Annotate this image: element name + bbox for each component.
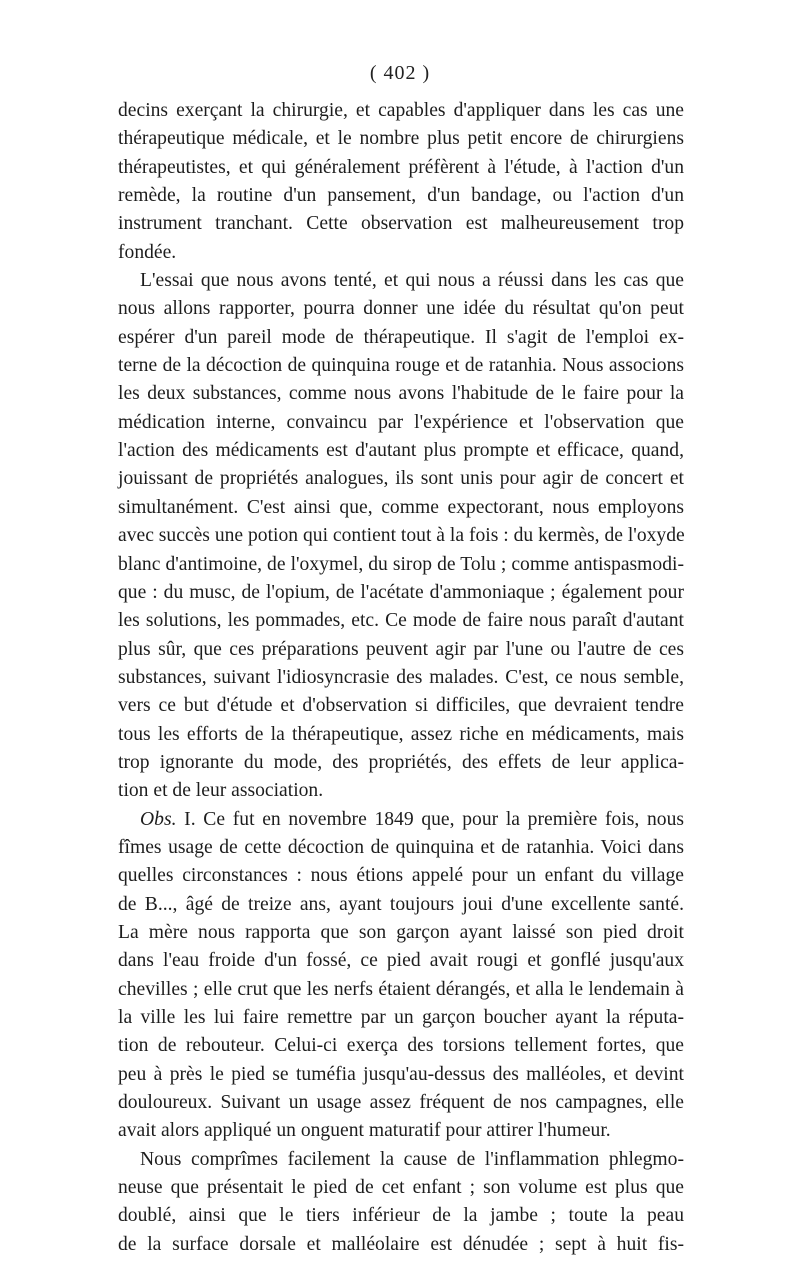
text-line: plus sûr, que ces préparations peuvent agir par l'une ou l'autre de ces <box>118 638 684 660</box>
observation-paragraph <box>118 806 684 1146</box>
paragraph-4 <box>118 1146 684 1259</box>
text-line: l'action des médicaments est d'autant plus prompte et efficace, quand, <box>118 440 684 462</box>
text-line: substances, suivant l'idiosyncrasie des malades. C'est, ce nous semble, <box>118 666 684 688</box>
text-line: doublé, ainsi que le tiers inférieur de la jambe ; toute la peau <box>118 1205 684 1227</box>
paragraph-1 <box>118 97 684 267</box>
text-line: vers ce but d'étude et d'observation si difficiles, que devraient tendre <box>118 695 684 717</box>
text-line: thérapeutique médicale, et le nombre plus petit encore de chirurgiens <box>118 128 684 150</box>
text-line: les solutions, les pommades, etc. Ce mode de faire nous paraît d'autant <box>118 610 684 632</box>
text-line: peu à près le pied se tuméfia jusqu'au-dessus des malléoles, et devint <box>118 1063 684 1085</box>
text-line: la ville les lui faire remettre par un garçon boucher ayant la réputa- <box>118 1007 684 1028</box>
text-line: fîmes usage de cette décoction de quinquina et de ratanhia. Voici dans <box>118 836 684 858</box>
text-line: espérer d'un pareil mode de thérapeutique. Il s'agit de l'emploi ex- <box>118 326 684 348</box>
text-line: thérapeutistes, et qui généralement préfèrent à l'étude, à l'action d'un <box>118 156 684 178</box>
text-line: médication interne, convaincu par l'expérience et l'observation que <box>118 411 684 433</box>
page-number: ( 402 ) <box>369 62 431 84</box>
text-line: chevilles ; elle crut que les nerfs étaient dérangés, et alla le lendemain à <box>118 978 684 1000</box>
text-line: nous allons rapporter, pourra donner une idée du résultat qu'on peut <box>118 298 684 320</box>
text-line: L'essai que nous avons tenté, et qui nous a réussi dans les cas que <box>140 270 684 292</box>
text-line: Nous comprîmes facilement la cause de l'inflammation phlegmo- <box>140 1148 684 1170</box>
text-line: fondée. <box>118 241 177 263</box>
text-line: de B..., âgé de treize ans, ayant toujours joui d'une excellente santé. <box>118 893 684 915</box>
text-line: remède, la routine d'un pansement, d'un bandage, ou l'action d'un <box>118 185 684 207</box>
paragraph-2 <box>118 267 684 806</box>
text-line: neuse que présentait le pied de cet enfant ; son volume est plus que <box>118 1177 684 1199</box>
observation-label: Obs. <box>140 808 177 830</box>
text-line: tion et de leur association. <box>118 780 324 802</box>
text-line: dans l'eau froide d'un fossé, ce pied avait rougi et gonflé jusqu'aux <box>118 950 684 972</box>
text-line: avait alors appliqué un onguent maturatif pour attirer l'humeur. <box>118 1120 611 1142</box>
text-line: avec succès une potion qui contient tout à la fois : du kermès, de l'oxyde <box>118 525 685 547</box>
text-line: les deux substances, comme nous avons l'habitude de le faire pour la <box>118 383 684 405</box>
text-line: La mère nous rapporta que son garçon ayant laissé son pied droit <box>118 921 684 943</box>
text-line: quelles circonstances : nous étions appelé pour un enfant du village <box>118 865 684 887</box>
observation-first-line: I. Ce fut en novembre 1849 que, pour la première fois, nous <box>176 808 684 830</box>
text-line: decins exerçant la chirurgie, et capables d'appliquer dans les cas une <box>118 100 684 121</box>
text-line: tous les efforts de la thérapeutique, assez riche en médicaments, mais <box>118 723 684 745</box>
text-line: douloureux. Suivant un usage assez fréquent de nos campagnes, elle <box>118 1092 684 1114</box>
text-line <box>118 806 684 834</box>
text-line: instrument tranchant. Cette observation est malheureusement trop <box>118 213 684 235</box>
text-line: jouissant de propriétés analogues, ils sont unis pour agir de concert et <box>118 468 684 490</box>
text-line: blanc d'antimoine, de l'oxymel, du sirop de Tolu ; comme antispasmodi- <box>118 553 684 575</box>
text-line: simultanément. C'est ainsi que, comme expectorant, nous employons <box>118 496 684 518</box>
text-line: de la surface dorsale et malléolaire est dénudée ; sept à huit fis- <box>118 1233 684 1255</box>
text-line: terne de la décoction de quinquina rouge et de ratanhia. Nous associons <box>118 355 684 377</box>
text-line: trop ignorante du mode, des propriétés, des effets de leur applica- <box>118 751 684 773</box>
body-text <box>118 97 684 1259</box>
text-line: tion de rebouteur. Celui-ci exerça des torsions tellement fortes, que <box>118 1035 684 1057</box>
text-line: que : du musc, de l'opium, de l'acétate d'ammoniaque ; également pour <box>118 581 684 603</box>
